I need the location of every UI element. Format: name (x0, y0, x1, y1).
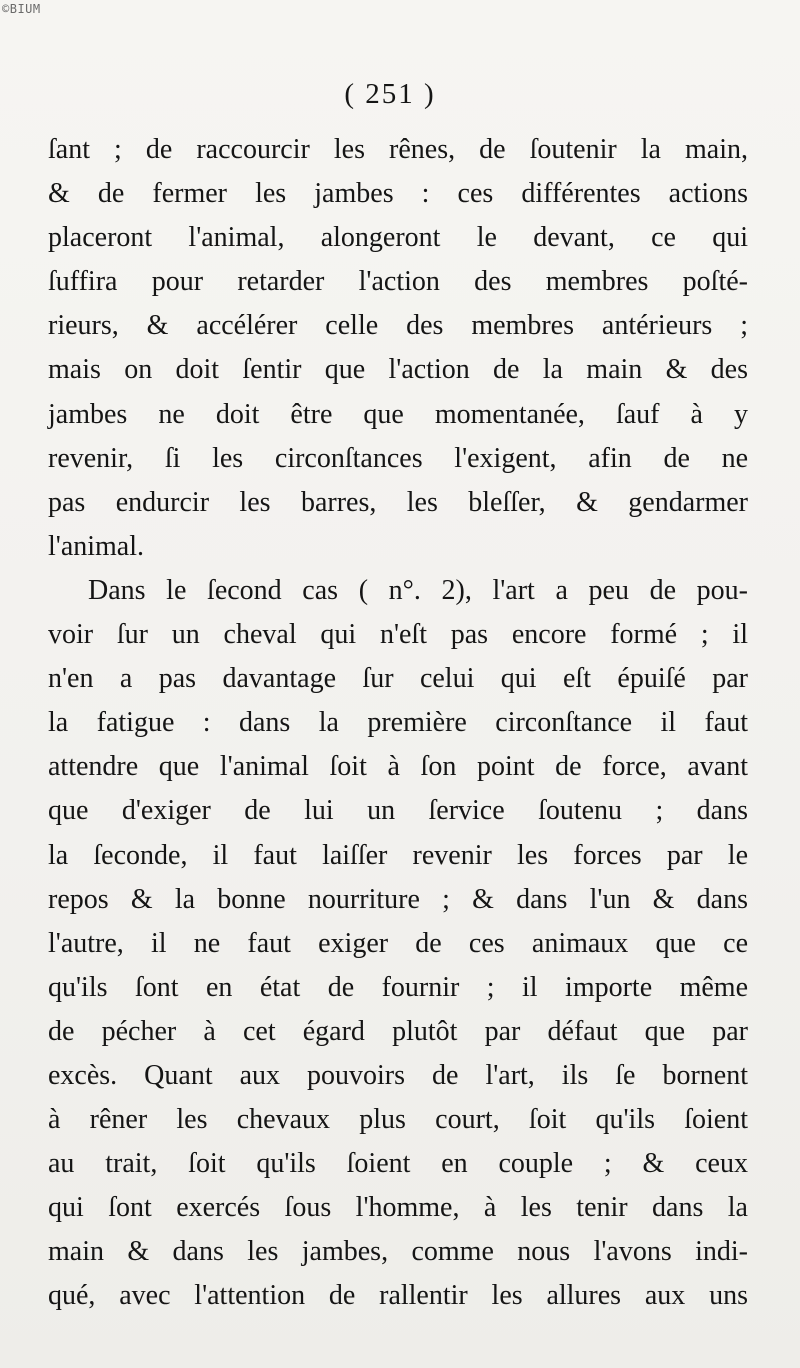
text-line: mais on doit ſentir que l'action de la main & des (48, 354, 748, 386)
text-line: pas endurcir les barres, les bleſſer, & gendarmer (48, 486, 748, 518)
text-line: jambes ne doit être que momentanée, ſauf à y (48, 398, 748, 430)
text-line: qué, avec l'attention de rallentir les allures aux uns (48, 1280, 748, 1312)
text-line: placeront l'animal, alongeront le devant, ce qui (48, 222, 748, 254)
text-line: excès. Quant aux pouvoirs de l'art, ils ſe bornent (48, 1059, 748, 1091)
text-line: voir ſur un cheval qui n'eſt pas encore formé ; il (48, 619, 748, 651)
text-line: au trait, ſoit qu'ils ſoient en couple ; & ceux (48, 1148, 748, 1180)
text-line: la fatigue : dans la première circonſtance il faut (48, 707, 748, 739)
text-line: & de fermer les jambes : ces différentes actions (48, 178, 748, 210)
text-line: de pécher à cet égard plutôt par défaut que par (48, 1015, 748, 1047)
text-line-paragraph-start: Dans le ſecond cas ( n°. 2), l'art a peu de pou- (88, 574, 748, 606)
text-line: à rêner les chevaux plus court, ſoit qu'ils ſoient (48, 1104, 748, 1136)
text-line: rieurs, & accélérer celle des membres antérieurs ; (48, 310, 748, 342)
text-line: n'en a pas davantage ſur celui qui eſt épuiſé par (48, 663, 748, 695)
text-line-paragraph-end: l'animal. (48, 530, 145, 562)
text-line: ſuffira pour retarder l'action des membres poſté- (48, 266, 748, 298)
body-text (48, 128, 748, 1319)
text-line: revenir, ſi les circonſtances l'exigent, afin de ne (48, 442, 748, 474)
text-line: main & dans les jambes, comme nous l'avons indi- (48, 1236, 748, 1268)
text-line: qu'ils ſont en état de fournir ; il importe même (48, 971, 748, 1003)
text-line: attendre que l'animal ſoit à ſon point de force, avant (48, 751, 748, 783)
text-line: l'autre, il ne faut exiger de ces animaux que ce (48, 927, 748, 959)
page-number: ( 251 ) (344, 78, 436, 110)
watermark: ©BIUM (2, 2, 41, 16)
text-line: repos & la bonne nourriture ; & dans l'un & dans (48, 883, 748, 915)
text-line: la ſeconde, il faut laiſſer revenir les forces par le (48, 839, 748, 871)
text-line: que d'exiger de lui un ſervice ſoutenu ; dans (48, 795, 748, 827)
text-line: ſant ; de raccourcir les rênes, de ſoutenir la main, (48, 134, 748, 165)
text-line: qui ſont exercés ſous l'homme, à les tenir dans la (48, 1192, 748, 1224)
